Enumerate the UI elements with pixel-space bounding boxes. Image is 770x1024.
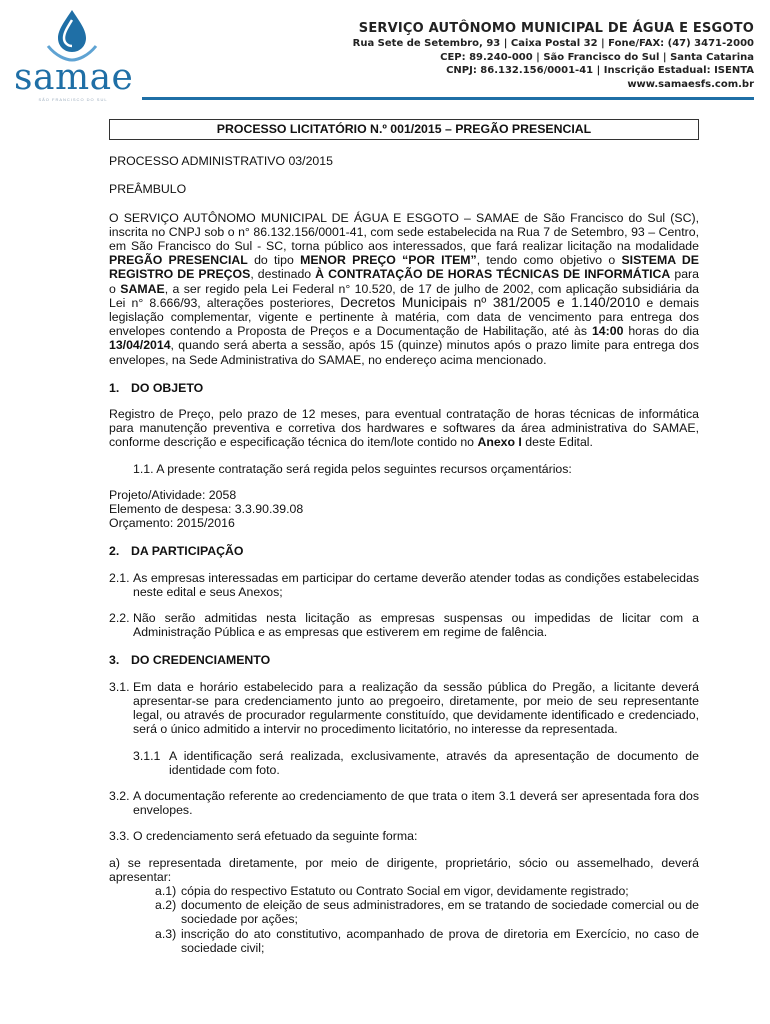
section-number: 3.: [109, 653, 120, 668]
organization-info: [353, 20, 754, 91]
item-text: cópia do respectivo Estatuto ou Contrato Social em vigor, devidamente registrado;: [181, 883, 629, 898]
item-2-2: [109, 611, 699, 639]
item-2-1: [109, 571, 699, 599]
item-number: a.3): [155, 926, 177, 941]
logo-tagline: SÃO FRANCISCO DO SUL: [38, 97, 108, 102]
org-address: Rua Sete de Setembro, 93 | Caixa Postal 32 | Fone/FAX: (47) 3471-2000: [352, 38, 754, 49]
section-title: DO OBJETO: [131, 380, 204, 395]
bold-run: SAMAE: [120, 281, 165, 296]
section-heading-3: [109, 653, 699, 667]
samae-logo: [14, 6, 134, 102]
section-heading-1: [109, 381, 699, 395]
item-3-2: [109, 789, 699, 817]
text-run: deste Edital.: [521, 435, 593, 450]
list-item: [155, 898, 699, 926]
bold-run: PREGÃO PRESENCIAL: [109, 253, 248, 268]
section-number: 2.: [109, 544, 120, 559]
org-cnpj: CNPJ: 86.132.156/0001-41 | Inscrição Estadual: ISENTA: [446, 65, 754, 76]
item-3-1: [109, 680, 699, 737]
item-number: 3.1.1: [133, 748, 161, 763]
item-text: Não serão admitidas nesta licitação as empresas suspensas ou impedidas de licitar com a Administração Pública e as empresas que estiverem em regime de falência.: [133, 611, 699, 640]
section-title: DO CREDENCIAMENTO: [131, 653, 271, 668]
text-run: e demais legislação complementar, vigente e pertinente à matéria, com data de vencimento para entrega dos envelopes contendo a Proposta de Preços e a Documentação de Habilitação, até às: [109, 295, 699, 339]
item-text: inscrição do ato constitutivo, acompanhado de prova de diretoria em Exercício, no caso de sociedade civil;: [181, 926, 699, 955]
item-text: documento de eleição de seus administradores, em se tratando de sociedade comercial ou de sociedade por ações;: [181, 898, 699, 927]
item-text: Em data e horário estabelecido para a realização da sessão pública do Pregão, a licitante deverá apresentar-se para credenciamento junto ao pregoeiro, diretamente, por meio de seu representante legal, ou através de procurador regularmente constituído, que devidamente identificado e credenciado, será o único admitido a intervir no procedimento licitatório, no interesse da representada.: [133, 679, 699, 737]
text-run: para o: [109, 267, 699, 296]
text-run: O SERVIÇO AUTÔNOMO MUNICIPAL DE ÁGUA E ESGOTO – SAMAE de São Francisco do Sul (SC), inscrita no CNPJ sob o n° 86.132.156/0001-41, com sede estabelecida na Rua 7 de Setembro, 93 – Centro, em São Francisco do Sul - SC, torna público aos interessados, que fará realizar licitação na modalidade: [109, 210, 699, 254]
text-run: Registro de Preço, pelo prazo de 12 meses, para eventual contratação de horas técnicas de informática para manutenção preventiva e corretiva dos hardwares e softwares da área administrativa do SAMAE, conforme descrição e especificação técnica do item/lote contido no: [109, 407, 699, 450]
org-title: SERVIÇO AUTÔNOMO MUNICIPAL DE ÁGUA E ESGOTO: [358, 21, 754, 36]
item-number: 2.1.: [109, 570, 130, 585]
document-title: PROCESSO LICITATÓRIO N.º 001/2015 – PREGÃO PRESENCIAL: [109, 119, 699, 140]
section-number: 1.: [109, 380, 120, 395]
text-run: , tendo como objetivo o: [476, 253, 622, 268]
item-1-1: 1.1. A presente contratação será regida pelos seguintes recursos orçamentários:: [133, 461, 572, 476]
section-heading-2: [109, 544, 699, 558]
document-body: [109, 119, 699, 955]
sublist-a: [155, 884, 699, 955]
large-text-run: Decretos Municipais nº 381/2005 e 1.140/2010: [340, 294, 641, 310]
bold-run: Anexo I: [477, 435, 522, 450]
item-3-3: [109, 829, 699, 843]
budget-element: Elemento de despesa: 3.3.90.39.08: [109, 502, 304, 517]
bold-run: MENOR PREÇO “POR ITEM”: [300, 253, 477, 268]
item-3-1-1: [133, 749, 699, 777]
bold-run: SISTEMA DE REGISTRO DE PREÇOS: [109, 253, 699, 282]
text-run: , a ser regido pela Lei Federal n° 10.520, de 17 de julho de 2002, com aplicação subsidiária da Lei n° 8.666/93, alterações posteriores,: [109, 281, 699, 310]
item-number: 3.2.: [109, 788, 130, 803]
header-divider: [142, 97, 754, 100]
logo-wordmark: samae: [14, 57, 134, 98]
item-text: A documentação referente ao credenciamento de que trata o item 3.1 deverá ser apresentada fora dos envelopes.: [133, 788, 699, 818]
list-item: [155, 884, 699, 898]
text-run: , destinado: [250, 267, 316, 282]
item-a-intro: a) se representada diretamente, por meio de dirigente, proprietário, sócio ou assemelhado, deverá apresentar:: [109, 855, 699, 884]
item-number: 2.2.: [109, 611, 130, 626]
item-number: a.2): [155, 898, 177, 913]
item-number: 3.3.: [109, 829, 130, 844]
text-run: horas do dia: [623, 324, 699, 339]
section-title: DA PARTICIPAÇÃO: [131, 544, 244, 559]
administrative-process: PROCESSO ADMINISTRATIVO 03/2015: [109, 154, 333, 169]
preamble-heading: PREÂMBULO: [109, 182, 187, 197]
budget-year: Orçamento: 2015/2016: [109, 516, 235, 531]
org-cep: CEP: 89.240-000 | São Francisco do Sul | Santa Catarina: [440, 51, 754, 63]
bold-run: À CONTRATAÇÃO DE HORAS TÉCNICAS DE INFORMÁTICA: [315, 267, 671, 282]
item-number: 3.1.: [109, 679, 130, 694]
object-paragraph: [109, 407, 699, 450]
preamble-paragraph: [109, 211, 699, 367]
item-text: O credenciamento será efetuado da seguinte forma:: [133, 829, 418, 844]
list-item: [155, 927, 699, 955]
budget-project: Projeto/Atividade: 2058: [109, 487, 237, 502]
bold-run: 13/04/2014: [109, 338, 171, 353]
text-run: do tipo: [247, 253, 301, 268]
org-website: www.samaesfs.com.br: [627, 78, 754, 90]
item-text: As empresas interessadas em participar do certame deverão atender todas as condições estabelecidas neste edital e seus Anexos;: [133, 570, 699, 599]
item-number: a.1): [155, 883, 177, 898]
item-text: A identificação será realizada, exclusivamente, através da apresentação de documento de identidade com foto.: [169, 748, 699, 777]
text-run: , quando será aberta a sessão, após 15 (quinze) minutos após o prazo limite para entrega dos envelopes, na Sede Administrativa do SAMAE, no endereço acima mencionado.: [109, 338, 699, 367]
bold-run: 14:00: [591, 324, 624, 339]
